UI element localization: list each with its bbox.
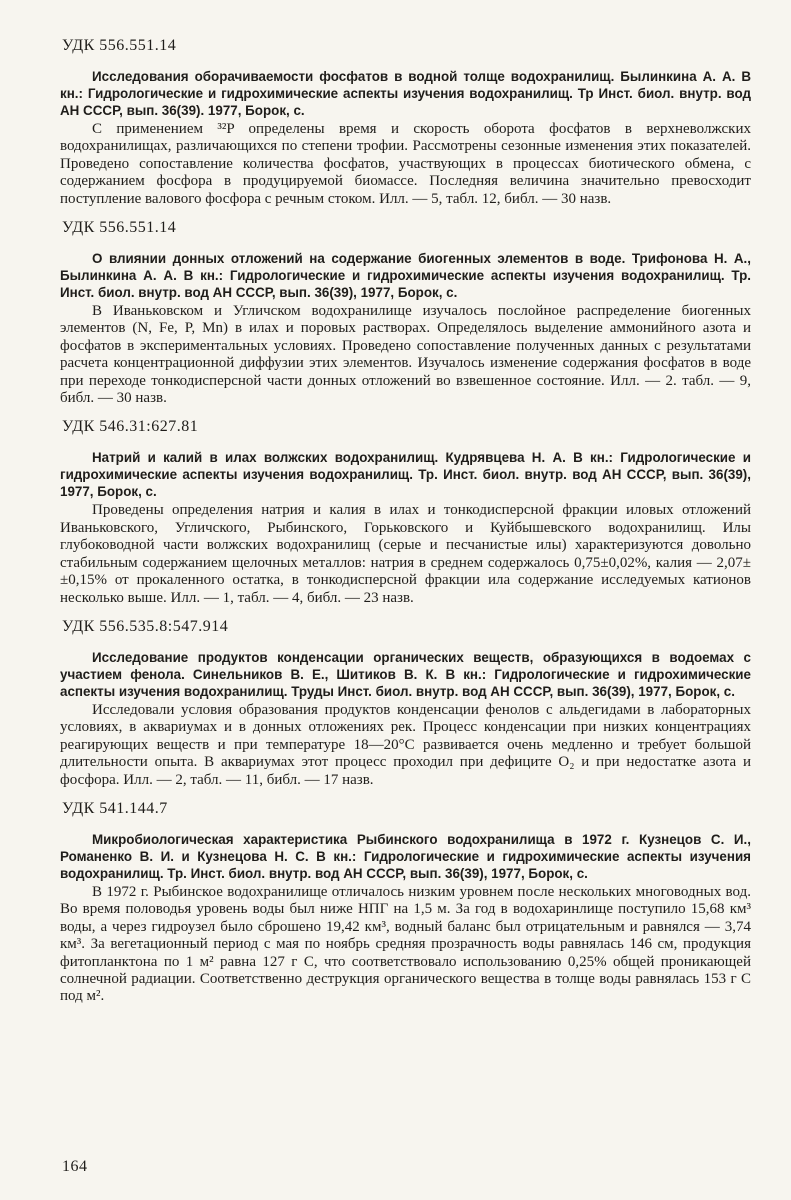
entry-heading: Исследование продуктов конденсации органических веществ, образующихся в водоемах с участием фенола. Синельников В. Е., Шитиков В. К. В кн.: Гидрологические и гидрохимические аспекты изучения водохранилищ. Труды Инст. биол. внутр. вод АН СССР, вып. 36(39), 1977, Борок, с. bbox=[60, 649, 751, 699]
entry-abstract: С применением ³²P определены время и скорость оборота фосфатов в верхневолжских водохранилищах, различающихся по степени трофии. Рассмотрены сезонные изменения этих показателей. Проведено сопоставление количества фосфатов, участвующих в процессах биотического обмена, с содержанием фосфора в продуцируемой биомассе. Последняя величина значительно превосходит поступление валового фосфора с речным стоком. Илл. — 5, табл. 12, библ. — 30 назв. bbox=[60, 121, 751, 207]
udk-code: УДК 556.551.14 bbox=[62, 219, 177, 237]
entry-heading: Микробиологическая характеристика Рыбинского водохранилища в 1972 г. Кузнецов С. И., Романенко В. И. и Кузнецова Н. С. В кн.: Гидрологические и гидрохимические аспекты изучения водохранилищ. Тр. Инст. биол. внутр. вод АН СССР, вып. 36(39), 1977, Борок, с. bbox=[60, 831, 751, 881]
entry-heading: Исследования оборачиваемости фосфатов в водной толще водохранилищ. Былинкина А. А. В кн.: Гидрологические и гидрохимические аспекты изучения водохранилищ. Тр Инст. биол. внутр. вод АН СССР, вып. 36(39). 1977, Борок, с. bbox=[60, 69, 751, 118]
entry-heading: О влиянии донных отложений на содержание биогенных элементов в воде. Трифонова Н. А., Былинкина А. А. В кн.: Гидрологические и гидрохимические аспекты изучения водохранилищ. Тр. Инст. биол. внутр. вод АН СССР, вып. 36(39), 1977, Борок, с. bbox=[60, 251, 751, 301]
abstract-entry-3 bbox=[60, 417, 751, 606]
abstract-entry-2 bbox=[60, 218, 751, 407]
entry-abstract: В Иваньковском и Угличском водохранилище изучалось послойное распределение биогенных элементов (N, Fe, P, Mn) в илах и поровых растворах. Определялось выделение аммонийного азота и фосфатов в экспериментальных условиях. Проведено сопоставление полученных данных с результатами расчета концентрационной диффузии этих элементов. Изучалось изменение содержания фосфатов в воде при переходе тонкодисперсной части донных отложений во взвешенное состояние. Илл. — 2. табл. — 9, библ. — 30 назв. bbox=[60, 303, 751, 407]
udk-code: УДК 546.31:627.81 bbox=[62, 418, 199, 436]
page-number: 164 bbox=[62, 1158, 88, 1175]
entry-abstract: В 1972 г. Рыбинское водохранилище отличалось низким уровнем после нескольких многоводных вод. Во время половодья уровень воды был ниже НПГ на 1,5 м. За год в водохаринлище поступило 15,68 км³ воды, а через гидроузел было сброшено 19,42 км³, водный баланс был отрицательным и равнялся — 3,74 км³. За вегетационный период с мая по ноябрь средняя прозрачность воды равнялась 146 см, продукция фитопланктона по 1 м² равна 127 г С, что соответствовало использованию 0,25% общей проникающей солнечной радиации. Соответственно деструкция органического вещества в толще воды равнялась 153 г С под м². bbox=[60, 883, 751, 1005]
abstract-entry-1 bbox=[60, 36, 751, 208]
entry-abstract: Проведены определения натрия и калия в илах и тонкодисперсной фракции иловых отложений Иваньковского, Угличского, Рыбинского, Горьковского и Куйбышевского водохранилищ. Илы глубоководной части волжских водохранилищ (серые и песчанистые илы) характеризуются довольно стабильным содержанием щелочных металлов: натрия в среднем содержалось 0,75±0,02%, калия — 2,07±±0,15% от прокаленного остатка, в тонкодисперсной фракции ила содержание исследуемых катионов несколько выше. Илл. — 1, табл. — 4, библ. — 23 назв. bbox=[60, 502, 751, 606]
abstract-entry-5 bbox=[60, 799, 751, 1006]
udk-code: УДК 556.535.8:547.914 bbox=[62, 617, 229, 635]
udk-code: УДК 541.144.7 bbox=[62, 799, 168, 817]
udk-code: УДК 556.551.14 bbox=[62, 37, 177, 54]
entry-abstract: Исследовали условия образования продуктов конденсации фенолов с альдегидами в лабораторных условиях, в аквариумах и в донных отложениях рек. Процесс конденсации при низких концентрациях реагирующих веществ и при температуре 18—20°С развивается очень медленно и требует большой длительности опыта. В аквариумах этот процесс проходил при дефиците O₂ и при недостатке азота и фосфора. Илл. — 2, табл. — 11, библ. — 17 назв. bbox=[60, 701, 751, 788]
abstract-entry-4 bbox=[60, 617, 751, 789]
entry-heading: Натрий и калий в илах волжских водохранилищ. Кудрявцева Н. А. В кн.: Гидрологические и гидрохимические аспекты изучения водохранилищ. Тр. Инст. биол. внутр. вод АН СССР, вып. 36(39), 1977, Борок, с. bbox=[60, 450, 751, 500]
